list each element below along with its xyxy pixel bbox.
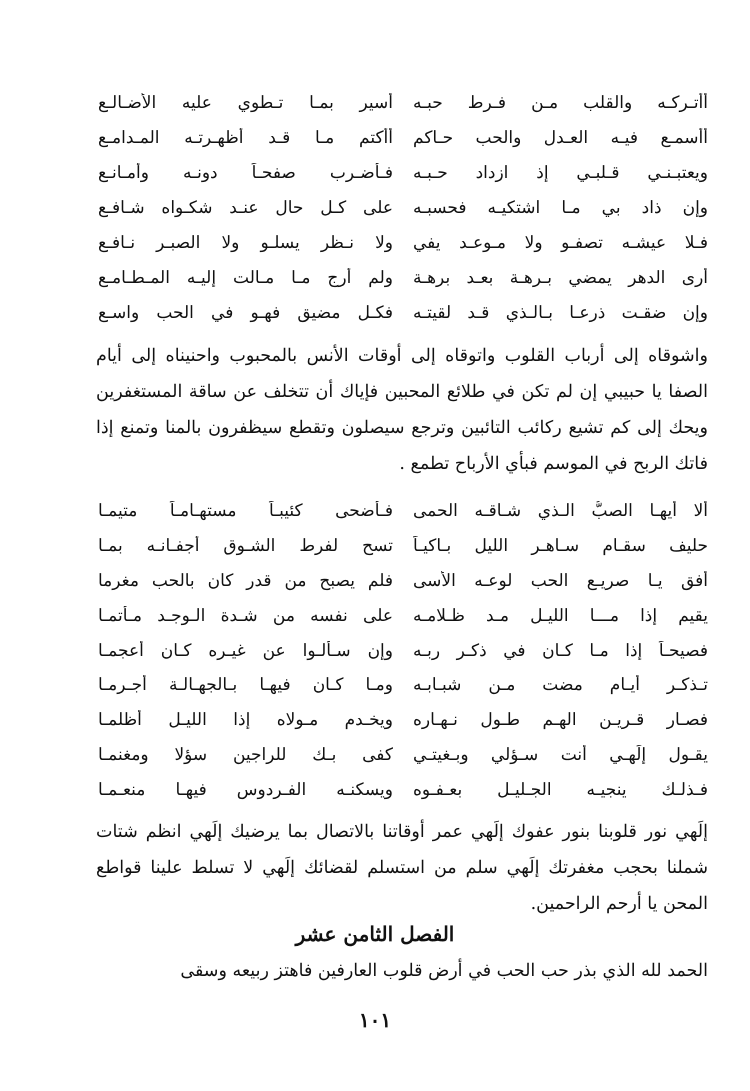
verse-second-half: أسير بمـا تـطوي عليه الأضـالـع	[98, 92, 393, 113]
verse-second-half: فلم يصبح من قدر كان بالحب مغرما	[98, 570, 393, 591]
page-number: ١٠١	[358, 1008, 392, 1032]
verse-second-half: على كـل حال عنـد شكـواه شـافـع	[98, 197, 393, 218]
verse-first-half: فصيحـاً إذا مـا كـان في ذكـر ربـه	[413, 640, 708, 661]
verse-line	[98, 120, 708, 155]
verse-first-half: يقـول إلَهـي أنت سـؤلي وبـغيتـي	[413, 744, 708, 765]
verse-second-half: كفى بـك للراجين سؤلا ومغنمـا	[98, 744, 393, 765]
verse-second-half: تسح لفرط الشـوق أجفـانـه بمـا	[98, 536, 393, 557]
verse-line	[98, 494, 708, 529]
chapter-intro-line: الحمد لله الذي بذر حب الحب في أرض قلوب العارفين فاهتز ربيعه وسقى	[180, 961, 708, 981]
verse-second-half: على نفسه من شـدة الـوجـد مـأتمـا	[98, 605, 393, 626]
verse-second-half: ومـا كـان فيهـا بـالجهـالـة أجـرمـا	[98, 675, 393, 696]
verse-line	[98, 668, 708, 703]
verse-first-half: فصـار قـريـن الهـم طـول نـهـاره	[413, 710, 708, 731]
verse-first-half: أفق يـا صريـع الحب لوعـه الأسى	[413, 570, 708, 591]
verse-first-half: أأسمـع فيـه العـدل والحب حـاكم	[413, 127, 708, 148]
verse-first-half: أأتـركـه والقلب مـن فـرط حبـه	[413, 92, 708, 113]
verse-first-half: فـلا عيشـه تصفـو ولا مـوعـد يفي	[413, 232, 708, 253]
verse-line	[98, 295, 708, 330]
verse-line	[98, 260, 708, 295]
verse-first-half: وإن ذاد بي مـا اشتكيـه فحسبـه	[413, 197, 708, 218]
verse-second-half: فـأضحى كئيبـاً مستهـامـاً متيمـا	[98, 501, 393, 522]
verse-first-half: يقيم إذا مـــا الليـل مـد ظـلامـه	[413, 605, 708, 626]
verse-line	[98, 772, 708, 807]
verse-first-half: تـذكـر أيـام مضت مـن شبـابـه	[413, 675, 708, 696]
verse-first-half: ألا أيهـا الصبُّ الـذي شـاقـه الحمى	[413, 501, 708, 522]
verse-line	[98, 529, 708, 564]
verse-line	[98, 738, 708, 773]
verse-line	[98, 190, 708, 225]
verse-first-half: ويعتبـنـي قـلبـي إذ ازداد حـبـه	[413, 162, 708, 183]
verse-first-half: فـذلـك ينجيـه الجـليـل بعـفـوه	[413, 779, 708, 800]
verse-second-half: ويخـدم مـولاه إذا الليـل أظلمـا	[98, 710, 393, 731]
verse-second-half: ولا نـظر يسلـو ولا الصبـر نـافـع	[98, 232, 393, 253]
verse-second-half: فـأضـرب صفحـاً دونـه وأمـانـع	[98, 162, 393, 183]
verse-line	[98, 85, 708, 120]
prose-paragraph-1: واشوقاه إلى أرباب القلوب واتوقاه إلى أوقات الأنس بالمحبوب واحنيناه إلى أيام الصفا يا حبيبي إن لم تكن في طلائع المحبين فإياك أن تتخلف عن ساقة المستغفرين ويحك إلى كم تشيع ركائب التائبين وترجع سيصلون وتقطع سيظفرون بالمنا وتمنع إذا فاتك الربح في الموسم فبأي الأرباح تطمع .	[96, 346, 708, 474]
verse-second-half: ويسكنـه الفـردوس فيهـا منعـمـا	[98, 779, 393, 800]
prose-paragraph-2: إلَهي نور قلوبنا بنور عفوك إلَهي عمر أوقاتنا بالاتصال بما يرضيك إلَهي انظم شتات شملنا بحجب مغفرتك إلَهي سلم من استسلم لقضائك إلَهي لا تسلط علينا قواطع المحن يا أرحم الراحمين.	[96, 822, 708, 914]
verse-first-half: أرى الدهر يمضي بـرهـة بعـد برهـة	[413, 267, 708, 288]
verse-second-half: وإن سـألـوا عن غيـره كـان أعجمـا	[98, 640, 393, 661]
chapter-heading: الفصل الثامن عشر	[295, 922, 455, 946]
verse-line	[98, 703, 708, 738]
verse-line	[98, 598, 708, 633]
verse-line	[98, 633, 708, 668]
verse-second-half: أأكتم مـا قـد أظهـرتـه المـدامـع	[98, 127, 393, 148]
verse-line	[98, 564, 708, 599]
poem-block-1	[98, 85, 708, 330]
verse-line	[98, 155, 708, 190]
verse-second-half: فكـل مضيق فهـو في الحب واسـع	[98, 302, 393, 323]
verse-first-half: وإن ضقـت ذرعـا بـالـذي قـد لقيتـه	[413, 302, 708, 323]
verse-first-half: حليف سقـام سـاهـر الليل بـاكيـاً	[413, 536, 708, 557]
poem-block-2	[98, 494, 708, 807]
verse-line	[98, 225, 708, 260]
verse-second-half: ولم أرج مـا مـالت إليـه المـطـامـع	[98, 267, 393, 288]
